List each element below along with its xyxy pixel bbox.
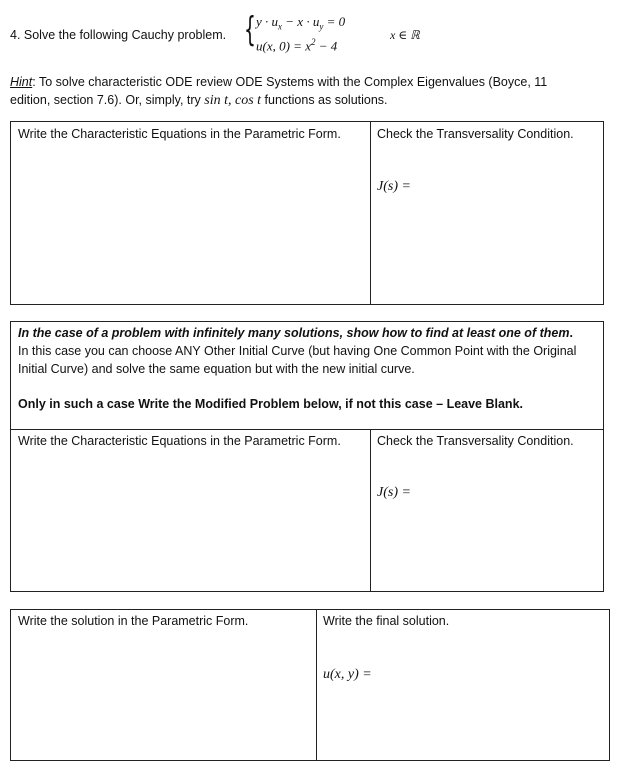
section2-instructions: In the case of a problem with infinitely many solutions, show how to find at least one of them. In this case you can choose ANY Other Initial Curve (but having One Common Point with the Original Initial Curve) and solve the same equation but with the new initial curve. <box>18 326 577 376</box>
final-solution-field[interactable]: u(x, y) = <box>323 667 372 682</box>
hint-paragraph: Hint: To solve characteristic ODE review ODE Systems with the Complex Eigenvalues (Boyce, 11 edition, section 7.6). Or, simply, try sin t, cos t functions as solutions. <box>10 75 548 108</box>
section1-jacobian[interactable]: J(s) = <box>377 179 411 194</box>
section1-table <box>10 121 604 305</box>
section2-table <box>10 321 604 592</box>
pde-equation: $y \cdot u_x - x \cdot u_y = 0$ <box>256 14 346 32</box>
section3-jacobian[interactable]: J(s) = <box>377 485 411 500</box>
section3-left-label: Write the Characteristic Equations in the Parametric Form. <box>18 434 341 448</box>
problem-label: 4. Solve the following Cauchy problem. <box>10 28 227 42</box>
section3-right-label: Check the Transversality Condition. <box>377 434 574 448</box>
initial-condition: u(x, $0) = x^2 - 4$ <box>256 37 338 54</box>
section1-left-label: Write the Characteristic Equations in the Parametric Form. <box>18 127 341 141</box>
section4-left-label: Write the solution in the Parametric Form. <box>18 614 249 628</box>
system-brace: { <box>244 10 256 50</box>
hint-word: Hint <box>10 75 33 89</box>
domain-text: x ∈ ℝ <box>390 28 420 42</box>
section2-bold-note: Only in such a case Write the Modified Problem below, if not this case – Leave Blank. <box>18 397 523 411</box>
section4-right-label: Write the final solution. <box>323 614 450 628</box>
section4-table <box>10 609 610 761</box>
section1-right-label: Check the Transversality Condition. <box>377 127 574 141</box>
